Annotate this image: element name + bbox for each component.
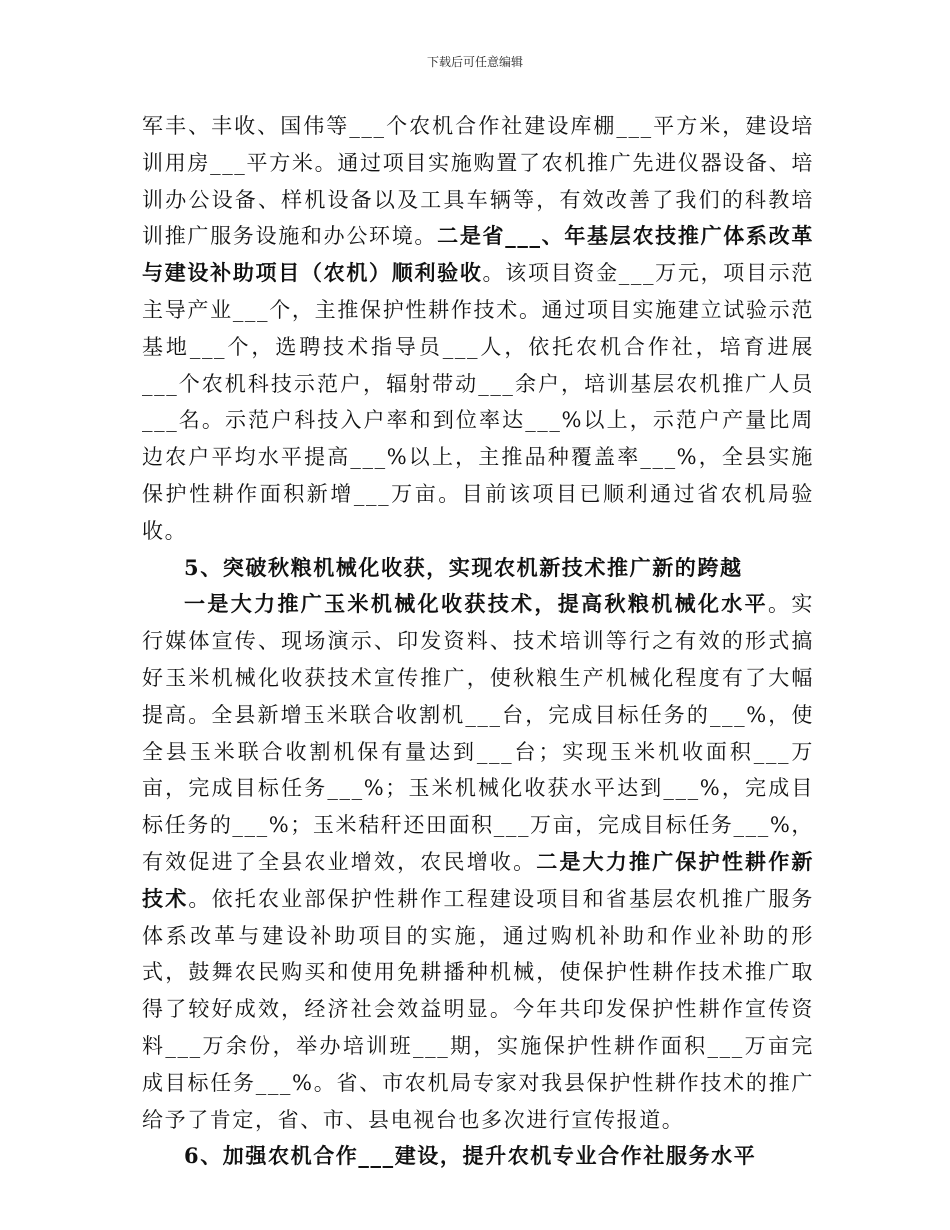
paragraph-continuation — [142, 108, 814, 550]
page-header-note: 下载后可任意编辑 — [426, 55, 523, 69]
bold-lead-phrase: 一是大力推广玉米机械化收获技术，提高秋粮机械化水平 — [184, 591, 769, 617]
document-body — [142, 108, 814, 1175]
text-run: 。依托农业部保护性耕作工程建设项目和省基层农机推广服务体系改革与建设补助项目的实施，通过购机补助和作业补助的形式，鼓舞农民购买和使用免耕播种机械，使保护性耕作技术推广取得了较好成效，经济社会效益明显。今年共印发保护性耕作宣传资料___万余份，举办培训班___期，实施保护性耕作面积___万亩完成目标任务___%。省、市农机局专家对我县保护性耕作技术的推广给予了肯定，省、市、县电视台也多次进行宣传报道。 — [142, 886, 814, 1132]
bold-lead-phrase: 二是大力推广保护性耕作新技术 — [142, 848, 814, 911]
bold-lead-phrase: 二是省___、年基层农技推广体系改革与建设补助项目（农机）顺利验收 — [142, 223, 814, 286]
text-run: 。实行媒体宣传、现场演示、印发资料、技术培训等行之有效的形式搞好玉米机械化收获技术宣传推广，使秋粮生产机械化程度有了大幅提高。全县新增玉米联合收割机___台，完成目标任务的___%，使全县玉米联合收割机保有量达到___台；实现玉米机收面积___万亩，完成目标任务___%；玉米机械化收获水平达到___%，完成目标任务的___%；玉米秸秆还田面积___万亩，完成目标任务___%，有效促进了全县农业增效，农民增收。 — [142, 592, 815, 874]
section-heading-6: 6、加强农机合作___建设，提升农机专业合作社服务水平 — [184, 1143, 757, 1169]
section-heading-5: 5、突破秋粮机械化收获，实现农机新技术推广新的跨越 — [184, 554, 743, 580]
text-run: 。该项目资金___万元，项目示范主导产业___个，主推保护性耕作技术。通过项目实施建立试验示范基地___个，选聘技术指导员___人，依托农机合作社，培育进展___个农机科技示范户，辐射带动___余户，培训基层农机推广人员___名。示范户科技入户率和到位率达___%以上，示范户产量比周边农户平均水平提高___%以上，主推品种覆盖率___%，全县实施保护性耕作面积新增___万亩。目前该项目已顺利通过省农机局验收。 — [142, 261, 814, 543]
text-run: 军丰、丰收、国伟等___个农机合作社建设库棚___平方米，建设培训用房___平方米。通过项目实施购置了农机推广先进仪器设备、培训办公设备、样机设备以及工具车辆等，有效改善了我们的科教培训推广服务设施和办公环境。 — [142, 114, 814, 249]
paragraph-section-5 — [142, 586, 814, 1138]
